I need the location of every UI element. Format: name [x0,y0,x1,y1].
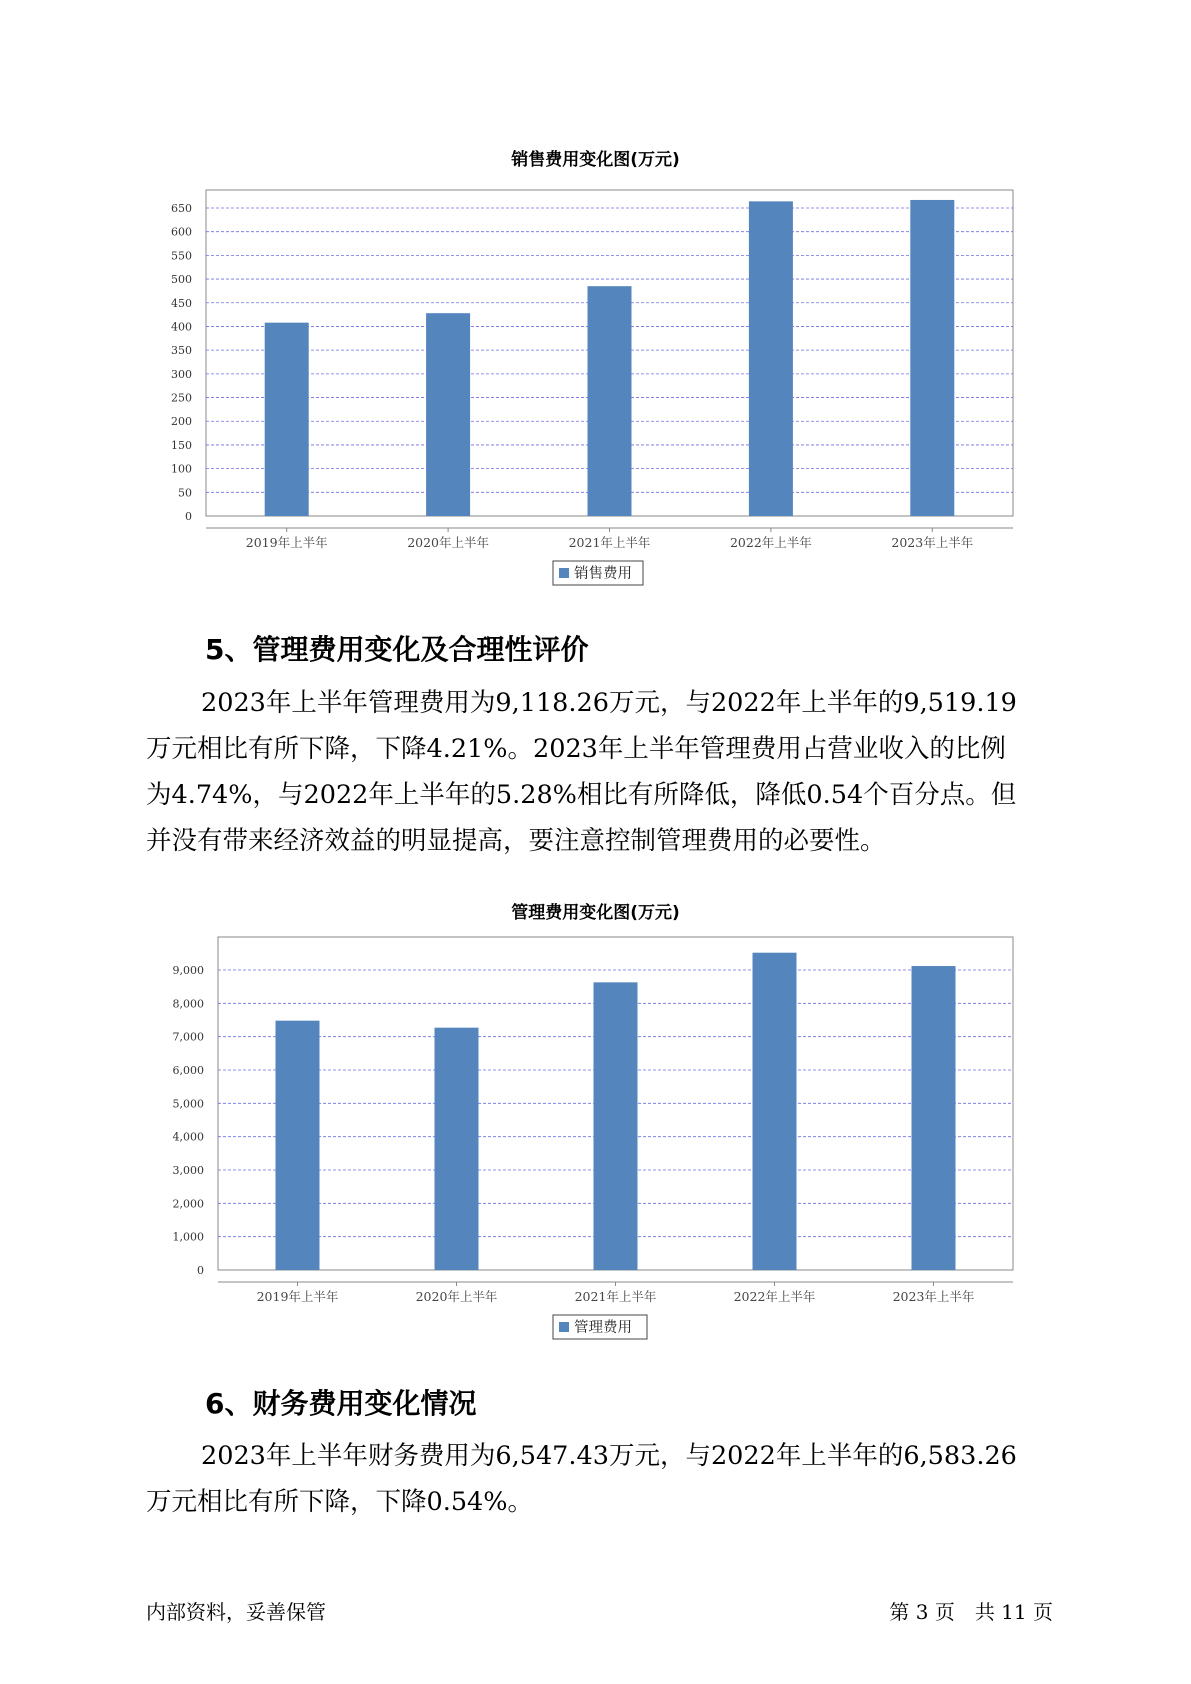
y-tick-label: 600 [171,225,192,239]
bar [426,313,470,516]
x-tick-label: 2023年上半年 [891,535,974,550]
x-tick-label: 2021年上半年 [574,1289,657,1304]
y-tick-label: 400 [171,320,192,334]
y-tick-label: 7,000 [172,1030,204,1044]
section5-heading: 5、管理费用变化及合理性评价 [205,633,589,666]
y-tick-label: 8,000 [172,997,204,1011]
x-tick-label: 2020年上半年 [407,535,490,550]
bar [588,286,632,516]
y-tick-label: 350 [171,344,192,358]
bar [265,323,309,516]
y-tick-label: 450 [171,296,192,310]
y-tick-label: 300 [171,367,192,381]
sales-expense-chart [0,180,1191,600]
section6-line: 2023年上半年财务费用为6,547.43万元，与2022年上半年的6,583.26 [201,1441,1017,1471]
footer-note: 内部资料，妥善保管 [146,1600,326,1624]
page-number: 第 3 页 共 11 页 [889,1600,1053,1624]
bar [435,1028,479,1270]
legend-swatch [559,1322,569,1332]
legend-swatch [559,568,569,578]
y-tick-label: 550 [171,249,192,263]
y-tick-label: 500 [171,273,192,287]
chart2-title: 管理费用变化图(万元) [511,903,680,923]
y-tick-label: 6,000 [172,1064,204,1077]
x-tick-label: 2019年上半年 [256,1289,339,1304]
y-tick-label: 50 [178,486,192,500]
bar [749,201,793,516]
bar [594,982,638,1270]
y-tick-label: 3,000 [172,1164,204,1177]
section6-paragraph [146,1433,1046,1525]
bar [910,200,954,516]
section5-line: 万元相比有所下降，下降4.21%。2023年上半年管理费用占营业收入的比例 [146,734,1006,764]
section6-line: 万元相比有所下降，下降0.54%。 [146,1487,534,1517]
x-tick-label: 2023年上半年 [892,1289,975,1304]
y-tick-label: 4,000 [172,1130,204,1144]
y-tick-label: 9,000 [172,964,204,977]
x-tick-label: 2020年上半年 [415,1289,498,1304]
y-tick-label: 5,000 [172,1097,204,1111]
chart1-title: 销售费用变化图(万元) [511,150,680,170]
y-tick-label: 250 [171,391,192,405]
section5-line: 并没有带来经济效益的明显提高，要注意控制管理费用的必要性。 [146,826,886,856]
bar [753,953,797,1270]
y-tick-label: 100 [171,462,192,476]
section5-paragraph [146,680,1046,864]
y-tick-label: 0 [197,1264,204,1277]
section6-heading: 6、财务费用变化情况 [205,1387,477,1420]
y-tick-label: 650 [171,202,192,215]
section5-line: 为4.74%，与2022年上半年的5.28%相比有所降低，降低0.54个百分点。但 [146,780,1017,810]
bar [276,1021,320,1270]
x-tick-label: 2022年上半年 [729,535,812,550]
x-tick-label: 2019年上半年 [245,535,328,550]
x-tick-label: 2022年上半年 [733,1289,816,1304]
bar [912,966,956,1270]
management-expense-chart [0,930,1191,1350]
y-tick-label: 200 [171,415,192,429]
legend-label: 销售费用 [574,566,632,582]
y-tick-label: 0 [185,510,192,523]
y-tick-label: 2,000 [172,1197,204,1211]
legend-label: 管理费用 [574,1320,632,1336]
y-tick-label: 150 [171,438,192,452]
x-tick-label: 2021年上半年 [568,535,651,550]
section5-line: 2023年上半年管理费用为9,118.26万元，与2022年上半年的9,519.19 [201,688,1017,718]
y-tick-label: 1,000 [172,1230,204,1244]
